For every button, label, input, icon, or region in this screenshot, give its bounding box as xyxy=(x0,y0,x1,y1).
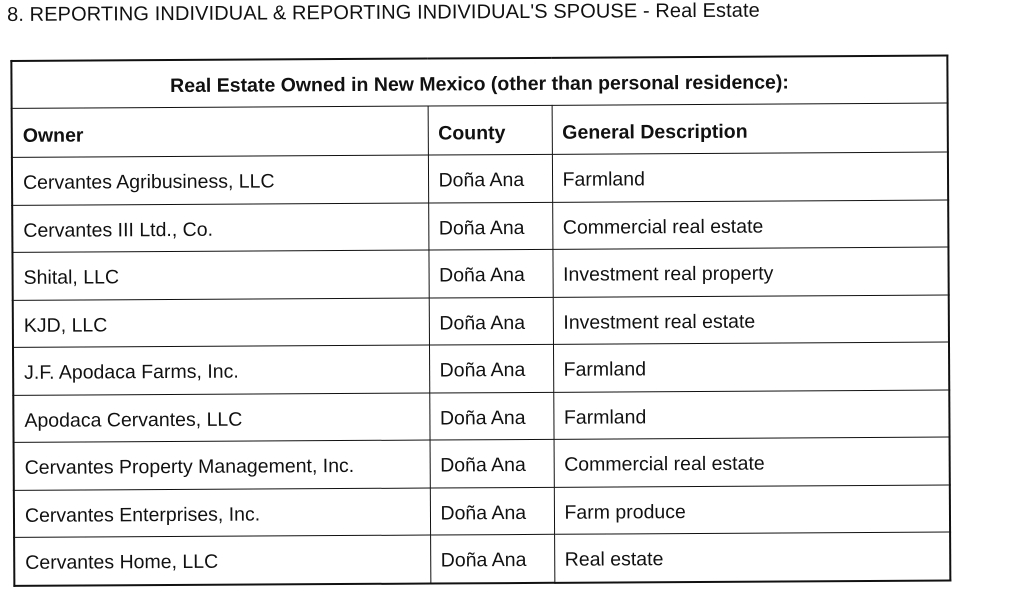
description-cell: Commercial real estate xyxy=(552,200,948,250)
header-county: County xyxy=(428,105,552,155)
description-cell: Farm produce xyxy=(554,485,950,535)
owner-cell: Shital, LLC xyxy=(12,250,428,300)
table-row xyxy=(12,247,948,300)
description-cell: Farmland xyxy=(553,390,949,440)
table-row xyxy=(12,152,948,205)
owner-cell: J.F. Apodaca Farms, Inc. xyxy=(13,345,429,395)
description-cell: Investment real estate xyxy=(553,295,949,345)
county-cell: Doña Ana xyxy=(430,534,554,583)
county-cell: Doña Ana xyxy=(429,344,553,392)
section-title: 8. REPORTING INDIVIDUAL & REPORTING INDIVIDUAL'S SPOUSE - Real Estate xyxy=(7,0,760,26)
table-caption: Real Estate Owned in New Mexico (other than personal residence): xyxy=(11,56,947,109)
county-cell: Doña Ana xyxy=(428,154,552,202)
description-cell: Farmland xyxy=(552,152,948,202)
owner-cell: Cervantes Enterprises, Inc. xyxy=(14,488,430,538)
county-cell: Doña Ana xyxy=(428,202,552,250)
county-cell: Doña Ana xyxy=(430,439,554,487)
description-cell: Commercial real estate xyxy=(554,437,950,487)
table-caption-row xyxy=(11,56,947,109)
table-header-row xyxy=(12,103,948,157)
owner-cell: Apodaca Cervantes, LLC xyxy=(13,393,429,443)
owner-cell: Cervantes Home, LLC xyxy=(14,535,430,585)
table-row xyxy=(14,485,950,538)
table-row xyxy=(13,295,949,348)
header-description: General Description xyxy=(552,103,948,154)
owner-cell: Cervantes III Ltd., Co. xyxy=(12,203,428,253)
table-row xyxy=(14,532,950,585)
owner-cell: Cervantes Agribusiness, LLC xyxy=(12,155,428,205)
table-row xyxy=(12,200,948,253)
table-row xyxy=(13,390,949,443)
table-row xyxy=(13,342,949,395)
table-row xyxy=(14,437,950,490)
owner-cell: Cervantes Property Management, Inc. xyxy=(14,440,430,490)
description-cell: Investment real property xyxy=(552,247,948,297)
county-cell: Doña Ana xyxy=(429,297,553,345)
county-cell: Doña Ana xyxy=(430,487,554,535)
county-cell: Doña Ana xyxy=(428,249,552,297)
description-cell: Farmland xyxy=(553,342,949,392)
county-cell: Doña Ana xyxy=(429,392,553,440)
description-cell: Real estate xyxy=(554,532,950,582)
real-estate-table xyxy=(10,55,951,587)
header-owner: Owner xyxy=(12,106,428,157)
owner-cell: KJD, LLC xyxy=(13,298,429,348)
